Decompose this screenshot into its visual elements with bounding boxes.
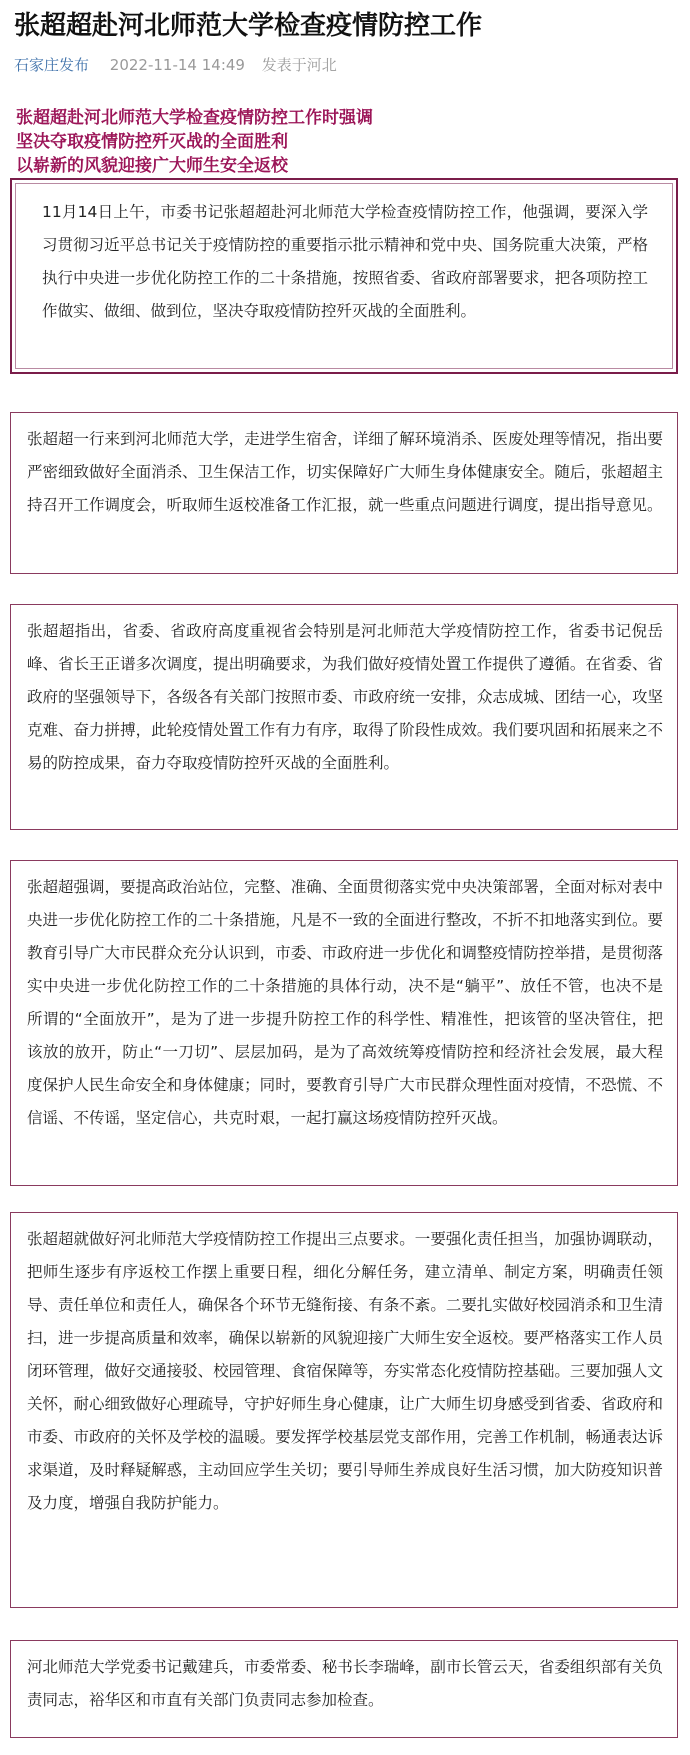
paragraph: 张超超就做好河北师范大学疫情防控工作提出三点要求。一要强化责任担当，加强协调联动，把师生逐步有序返校工作摆上重要日程，细化分解任务，建立清单、制定方案，明确责任领导、责任单位和责任人，确保各个环节无缝衔接、有条不紊。二要扎实做好校园消杀和卫生清扫，进一步提高质量和效率，确保以崭新的风貌迎接广大师生安全返校。要严格落实工作人员闭环管理，做好交通接驳、校园管理、食宿保障等，夯实常态化疫情防控基础。三要加强人文关怀，耐心细致做好心理疏导，守护好师生身心健康，让广大师生切身感受到省委、省政府和市委、市政府的关怀及学校的温暖。要发挥学校基层党支部作用，完善工作机制，畅通表达诉求渠道，及时释疑解惑，主动回应学生关切；要引导师生养成良好生活习惯，加大防疫知识普及力度，增强自我防护能力。 xyxy=(27,1230,663,1512)
article-subtitles xyxy=(16,106,676,178)
article-header xyxy=(14,6,676,76)
subtitle-line: 张超超赴河北师范大学检查疫情防控工作时强调 xyxy=(16,108,373,128)
source-account-link[interactable]: 石家庄发布 xyxy=(14,56,90,74)
paragraph: 张超超指出，省委、省政府高度重视省会特别是河北师范大学疫情防控工作，省委书记倪岳峰、省长王正谱多次调度，提出明确要求，为我们做好疫情处置工作提供了遵循。在省委、省政府的坚强领导下，各级各有关部门按照市委、市政府统一安排，众志成城、团结一心，攻坚克难、奋力拼搏，此轮疫情处置工作有力有序，取得了阶段性成效。我们要巩固和拓展来之不易的防控成果，奋力夺取疫情防控歼灭战的全面胜利。 xyxy=(27,622,663,772)
paragraph-box xyxy=(10,1212,678,1608)
subtitle-line: 坚决夺取疫情防控歼灭战的全面胜利 xyxy=(16,132,288,152)
paragraph-box xyxy=(10,412,678,574)
paragraph-box xyxy=(10,604,678,830)
paragraph: 张超超一行来到河北师范大学，走进学生宿舍，详细了解环境消杀、医废处理等情况，指出要严密细致做好全面消杀、卫生保洁工作，切实保障好广大师生身体健康安全。随后，张超超主持召开工作调度会，听取师生返校准备工作汇报，就一些重点问题进行调度，提出指导意见。 xyxy=(27,430,663,514)
paragraph: 河北师范大学党委书记戴建兵，市委常委、秘书长李瑞峰，副市长管云天，省委组织部有关负责同志，裕华区和市直有关部门负责同志参加检查。 xyxy=(27,1658,663,1709)
paragraph: 11月14日上午，市委书记张超超赴河北师范大学检查疫情防控工作，他强调，要深入学习贯彻习近平总书记关于疫情防控的重要指示批示精神和党中央、国务院重大决策，严格执行中央进一步优化防控工作的二十条措施，按照省委、省政府部署要求，把各项防控工作做实、做细、做到位，坚决夺取疫情防控歼灭战的全面胜利。 xyxy=(42,203,648,320)
publish-datetime: 2022-11-14 14:49 xyxy=(109,56,245,74)
intro-paragraph-inner-frame xyxy=(15,183,673,369)
subtitle-line: 以崭新的风貌迎接广大师生安全返校 xyxy=(16,156,288,176)
publish-location: 发表于河北 xyxy=(261,56,337,74)
paragraph: 张超超强调，要提高政治站位，完整、准确、全面贯彻落实党中央决策部署，全面对标对表中央进一步优化防控工作的二十条措施，凡是不一致的全面进行整改，不折不扣地落实到位。要教育引导广大市民群众充分认识到，市委、市政府进一步优化和调整疫情防控举措，是贯彻落实中央进一步优化防控工作的二十条措施的具体行动，决不是“躺平”、放任不管，也决不是所谓的“全面放开”，是为了进一步提升防控工作的科学性、精准性，把该管的坚决管住，把该放的放开，防止“一刀切”、层层加码，是为了高效统筹疫情防控和经济社会发展，最大程度保护人民生命安全和身体健康；同时，要教育引导广大市民群众理性面对疫情，不恐慌、不信谣、不传谣，坚定信心，共克时艰，一起打赢这场疫情防控歼灭战。 xyxy=(27,878,663,1127)
paragraph-box xyxy=(10,1640,678,1738)
paragraph-box xyxy=(10,860,678,1186)
article-meta xyxy=(14,54,676,76)
intro-paragraph-box xyxy=(10,178,678,374)
article-title: 张超超赴河北师范大学检查疫情防控工作 xyxy=(14,11,483,41)
